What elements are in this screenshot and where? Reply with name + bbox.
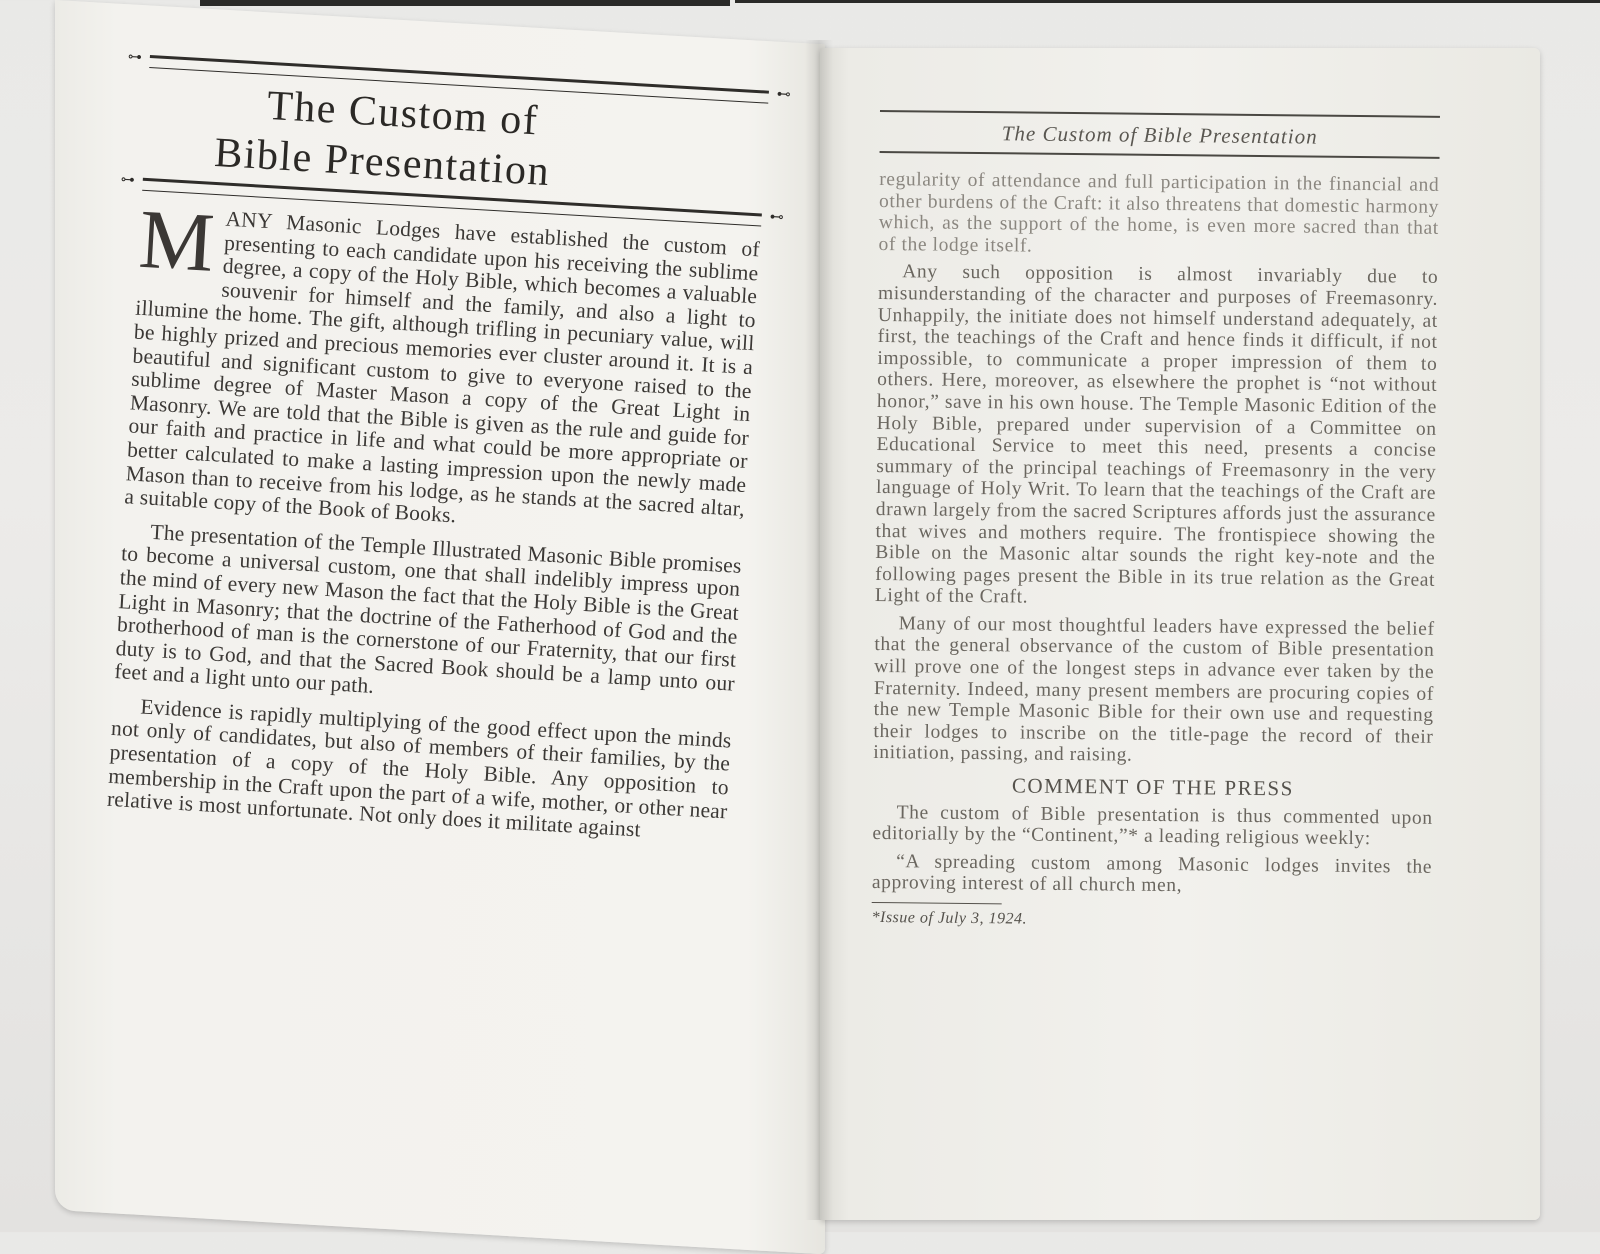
left-paragraph-3: Evidence is rapidly multiplying of the good effect upon the minds not only of candidates, but also of members of their families, by the presentation of a copy of the Holy Bible. Any opposition to membership in the Craft upon the part of a wife, mother, or other near relative is most unfortunate. Not only does it militate against [106,694,733,842]
left-paragraph-1-text: ANY Masonic Lodges have established the custom of presenting to each candidate upon his receiving the sublime degree, a copy of the Holy Bible, which becomes a valuable souvenir for himself and the family, and also a light to illumine the home. The gift, although trifling in pecuniary value, will be highly prized and precious memories ever cluster around it. It is a beautiful and significant custom to give to everyone raised to the sublime degree of Master Mason a copy of the Great Light in Masonry. We are told that the Bible is given as the rule and guide for our faith and practice in life and what could be more appropriate or better calculated to make a lasting impression upon the newly made Mason than to receive from his lodge, as he stands at the sacred altar, a suitable copy of the Book of Books. [123,206,761,528]
footnote: *Issue of July 3, 1924. [871,908,1028,928]
right-body-text [871,169,1439,934]
title-line-1: The Custom of [265,82,540,145]
footnote-rule [872,902,1002,904]
right-paragraph-2: Any such opposition is almost invariably due to misunderstanding of the character and purposes of Freemasonry. Unhappily, the initiate does not himself understand adequately, at first, the teachings of the Craft and hence finds it difficult, if not impossible, to communicate a proper impression of them to others. Here, moreover, as elsewhere the prophet is “not without honor,” save in his own house. The Temple Masonic Edition of the Holy Bible, prepared under supervision of a Committee on Educational Service to meet this need, presents a concise summary of the principal teachings of Freemasonry in the very language of Holy Writ. To learn that the teachings of the Craft are drawn largely from the sacred Scriptures affords just the assurance that wives and mothers require. The frontispiece showing the Bible on the Masonic altar sounds the right key-note and the following pages present the Bible in its true relation as the Great Light of the Craft. [874,261,1439,608]
right-paragraph-3: Many of our most thoughtful leaders have expressed the belief that the general observance of the custom of Bible presentation will prove one of the longest steps in advance ever taken by the Fraternity. Indeed, many present members are procuring copies of the new Temple Masonic Bible for their own use and requesting their lodges to inscribe on the title-page the record of their initiation, passing, and raising. [873,613,1435,767]
ornament-right-icon: ⊷ [769,208,785,226]
table-edge-strip [200,0,730,6]
ornament-left-icon: ⊶ [120,171,136,189]
right-paragraph-5: “A spreading custom among Masonic lodges invites the approving interest of all church men, [871,851,1433,897]
drop-cap: M [136,192,217,290]
book-gutter [805,40,833,1220]
right-page-content [871,110,1440,934]
running-head: The Custom of Bible Presentation [1001,121,1318,149]
left-page-content [106,48,792,857]
left-paragraph-2: The presentation of the Temple Illustrated Masonic Bible promises to become a universal custom, one that shall indelibly impress upon the mind of every new Mason the fact that the Holy Bible is the Great Light in Masonry; that the doctrine of the Fatherhood of God and the brotherhood of man is the cornerstone of our Fraternity, that our first duty is to God, and that the Sacred Book should be a lamp unto our feet and a light unto our path. [113,519,743,699]
left-body-text [106,192,761,848]
title-line-2: Bible Presentation [213,129,552,196]
right-paragraph-1: regularity of attendance and full participation in the financial and other burdens of the Craft: it also threatens that domestic harmony which, as the support of the home, is even more sacred than that of the lodge itself. [878,168,1440,257]
table-edge-strip [735,0,1600,3]
ornament-right-icon: ⊷ [776,86,792,103]
right-paragraph-4: The custom of Bible presentation is thus commented upon editorially by the “Continent,”* a leading religious weekly: [872,801,1433,850]
section-heading: COMMENT OF THE PRESS [1011,773,1294,801]
ornament-left-icon: ⊶ [127,48,143,66]
left-paragraph-1 [123,192,761,545]
